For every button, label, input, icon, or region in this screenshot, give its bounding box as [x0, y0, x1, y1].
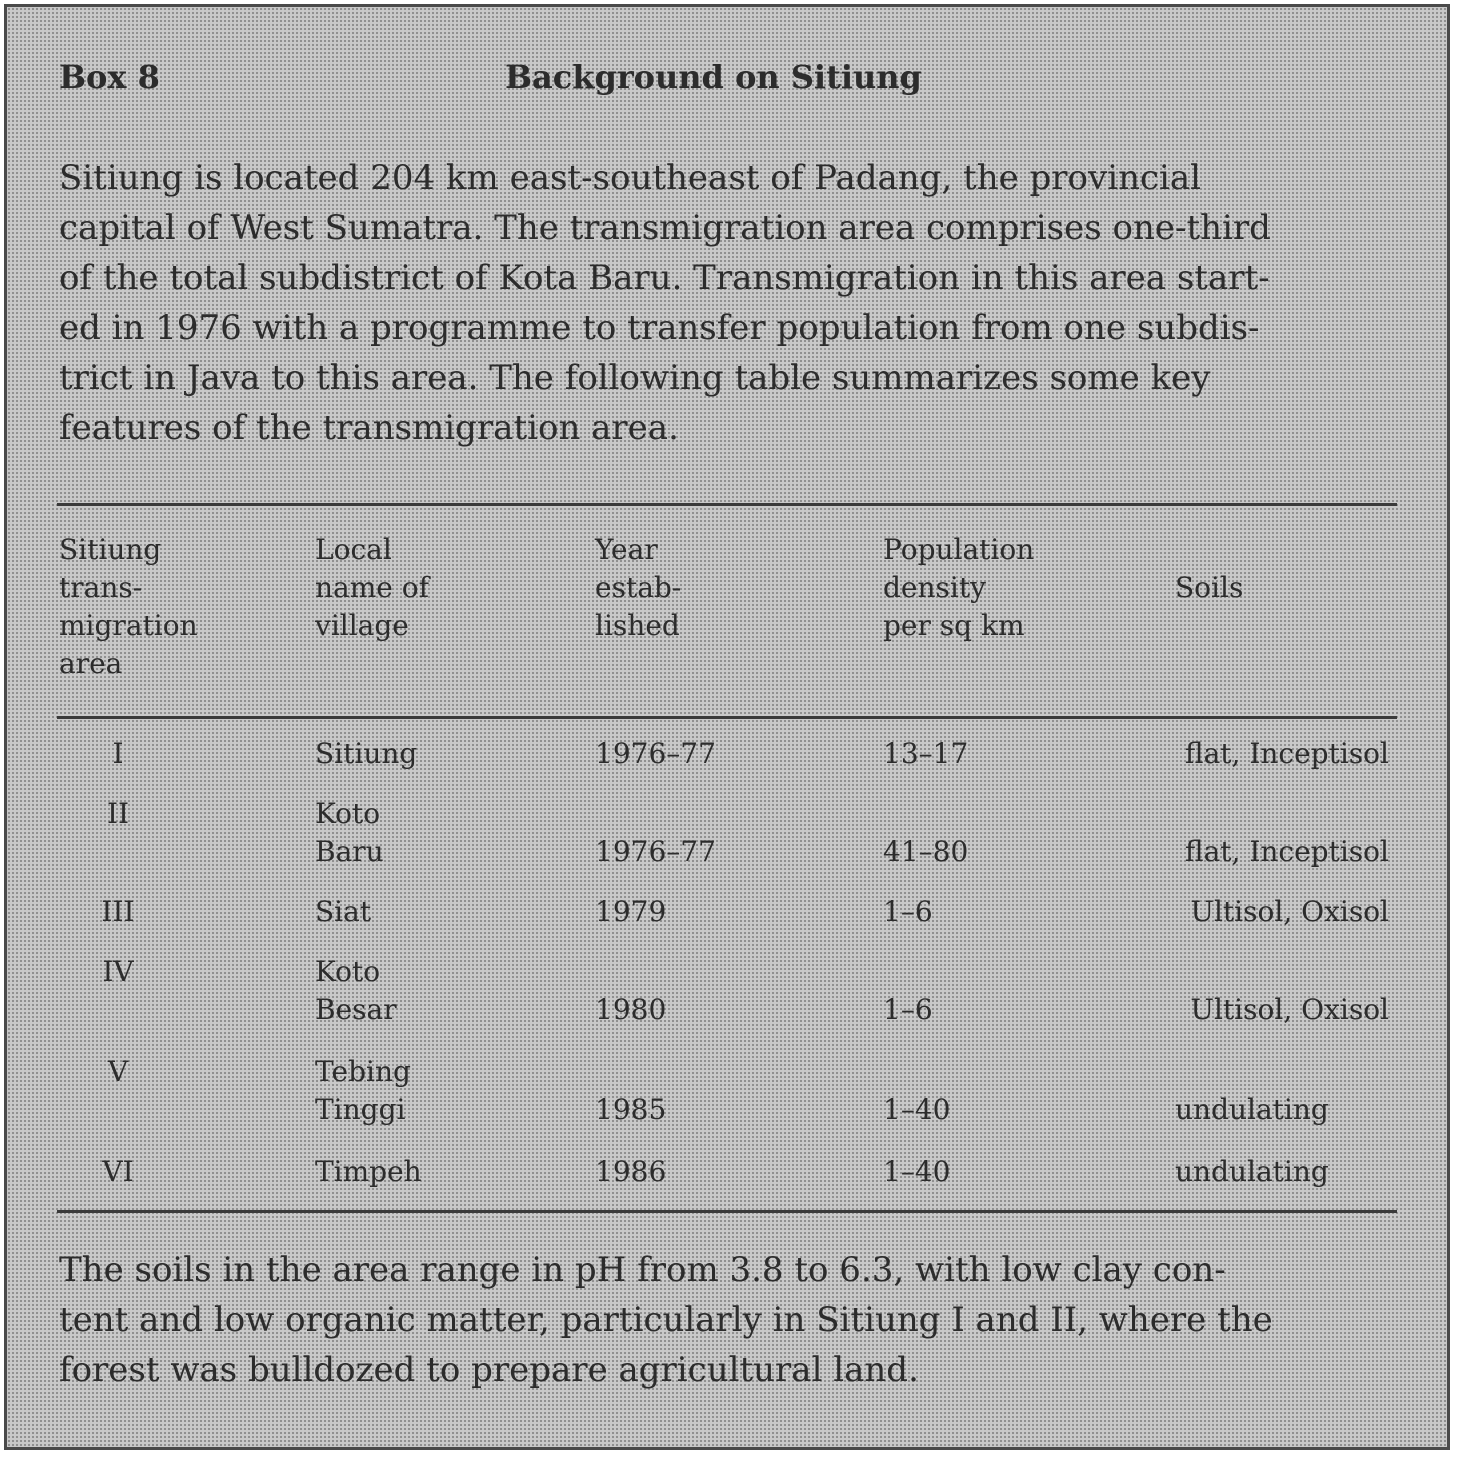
intro-line: ed in 1976 with a programme to transfer population from one subdis- [59, 308, 1260, 348]
table-bottom-rule [57, 1210, 1397, 1213]
table-cell-village-line1: Tebing [315, 1055, 411, 1088]
table-cell-soils: undulating [1175, 1155, 1329, 1188]
table-cell-village-line2: Tinggi [315, 1093, 406, 1126]
table-cell-density: 1–40 [883, 1093, 951, 1126]
table-cell-village-line1: Koto [315, 797, 381, 830]
table-cell-year: 1976–77 [595, 835, 716, 868]
outro-line: tent and low organic matter, particularly in Sitiung I and II, where the [59, 1300, 1273, 1340]
table-cell-village-line2: Besar [315, 993, 397, 1026]
box-header [59, 55, 1395, 99]
header-year: Year estab- lished [595, 533, 682, 642]
table-cell-soils: flat, Inceptisol [1184, 835, 1389, 868]
table-cell-village: Sitiung [315, 737, 418, 770]
table-cell-area: II [106, 797, 130, 830]
table-cell-density: 1–6 [883, 993, 933, 1026]
table-cell-area: VI [102, 1155, 134, 1188]
header-area: Sitiung trans- migration area [59, 533, 198, 680]
header-village: Local name of village [315, 533, 429, 642]
table-cell-soils: flat, Inceptisol [1184, 737, 1389, 770]
table-cell-density: 41–80 [883, 835, 969, 868]
table-cell-year: 1980 [595, 993, 667, 1026]
intro-paragraph [59, 153, 1389, 453]
table-cell-village: Siat [315, 895, 372, 928]
table-cell-village-line1: Koto [315, 955, 381, 988]
header-soils: Soils [1175, 571, 1244, 604]
table-cell-soils: Ultisol, Oxisol [1190, 895, 1389, 928]
intro-line: capital of West Sumatra. The transmigration area comprises one-third [59, 208, 1271, 248]
table-cell-year: 1985 [595, 1093, 667, 1126]
table-cell-year: 1986 [595, 1155, 667, 1188]
table-cell-density: 13–17 [883, 737, 969, 770]
intro-line: of the total subdistrict of Kota Baru. Transmigration in this area start- [59, 258, 1270, 298]
outro-line: The soils in the area range in pH from 3.8 to 6.3, with low clay con- [59, 1250, 1226, 1290]
table-cell-density: 1–40 [883, 1155, 951, 1188]
table-cell-area: III [101, 895, 135, 928]
outro-line: forest was bulldozed to prepare agricultural land. [59, 1350, 919, 1390]
table-cell-village: Timpeh [315, 1155, 422, 1188]
table-cell-area: V [107, 1055, 129, 1088]
box-title: Background on Sitiung [505, 58, 922, 96]
intro-line: features of the transmigration area. [59, 408, 679, 448]
outro-paragraph [59, 1245, 1395, 1395]
table-top-rule [57, 503, 1397, 506]
table-cell-year: 1976–77 [595, 737, 716, 770]
table-header-rule [57, 716, 1397, 719]
intro-line: Sitiung is located 204 km east-southeast of Padang, the provincial [59, 158, 1202, 198]
table-cell-area: I [112, 737, 124, 770]
box-label: Box 8 [59, 58, 160, 96]
intro-line: trict in Java to this area. The following table summarizes some key [59, 358, 1211, 398]
header-density: Population density per sq km [883, 533, 1035, 642]
table-cell-village-line2: Baru [315, 835, 384, 868]
info-box [4, 4, 1450, 1450]
table-cell-soils: undulating [1175, 1093, 1329, 1126]
table-cell-soils: Ultisol, Oxisol [1190, 993, 1389, 1026]
table-cell-year: 1979 [595, 895, 667, 928]
table-cell-area: IV [102, 955, 134, 988]
table-cell-density: 1–6 [883, 895, 933, 928]
